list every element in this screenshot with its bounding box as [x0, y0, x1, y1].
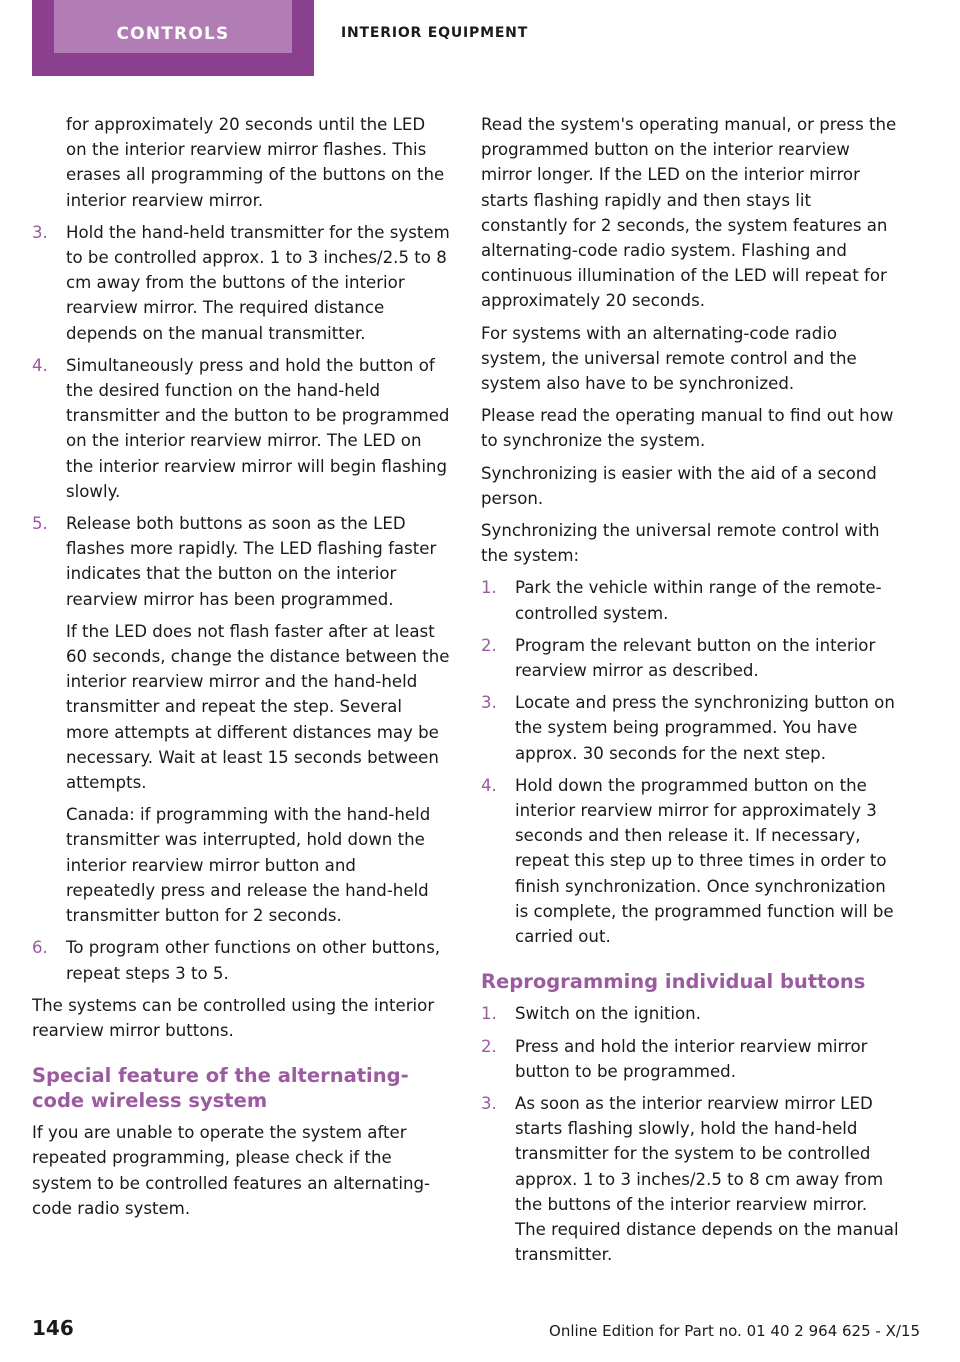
list-text: Hold down the programmed button on the interior rearview mirror for approximately 3 seconds and then release it. If necessary, repeat this step up to three times in order to finish synchronization. Once synchronization is complete, the programmed function will be carried out. [515, 775, 894, 947]
left-column [32, 112, 450, 1228]
list-number: 5. [32, 514, 48, 534]
list-text: To program other functions on other buttons, repeat steps 3 to 5. [66, 938, 441, 983]
edition-footer: Online Edition for Part no. 01 40 2 964 625 - X/15 [549, 1322, 920, 1340]
list-item [481, 1034, 899, 1084]
list-item [32, 353, 450, 504]
list-text: Switch on the ignition. [515, 1004, 701, 1024]
list-text: Release both buttons as soon as the LED flashes more rapidly. The LED flashing faster indicates that the button on the interior rearview mirror has been programmed. [66, 514, 437, 609]
list-number: 1. [481, 1004, 497, 1024]
list-item [481, 1001, 899, 1026]
step-note: Canada: if programming with the hand-held transmitter was interrupted, hold down the interior rearview mirror button and repeatedly press and release the hand-held transmitter button for 2 seconds. [66, 805, 431, 926]
list-item [32, 220, 450, 346]
body-paragraph: Synchronizing the universal remote control with the system: [481, 521, 880, 566]
right-column [481, 112, 899, 1274]
list-item [481, 633, 899, 683]
list-item [481, 690, 899, 766]
list-text: Hold the hand-held transmitter for the system to be controlled approx. 1 to 3 inches/2.5 to 8 cm away from the buttons of the interior rearview mirror. The required distance depends on the manual transmitter. [66, 222, 450, 343]
list-number: 2. [481, 635, 497, 655]
step-note: If the LED does not flash faster after at least 60 seconds, change the distance between the interior rearview mirror and the hand-held transmitter and repeat the step. Several more attempts at different distances may be necessary. Wait at least 15 seconds between attempts. [66, 621, 450, 793]
list-number: 4. [32, 355, 48, 375]
body-paragraph: If you are unable to operate the system after repeated programming, please check if the system to be controlled features an alternating-code radio system. [32, 1123, 431, 1218]
list-text: Program the relevant button on the interior rearview mirror as described. [515, 635, 876, 681]
body-paragraph: Please read the operating manual to find out how to synchronize the system. [481, 406, 894, 451]
list-number: 6. [32, 938, 48, 958]
page-number: 146 [32, 1316, 74, 1340]
body-paragraph: For systems with an alternating-code radio system, the universal remote control and the system also have to be synchronized. [481, 323, 857, 394]
list-item [481, 1091, 899, 1267]
body-paragraph: Read the system's operating manual, or press the programmed button on the interior rearview mirror longer. If the LED on the interior mirror starts flashing rapidly and then stays lit constantly for 2 seconds, the system features an alternating-code radio system. Flashing and continuous illumination of the LED will repeat for approximately 20 seconds. [481, 115, 897, 311]
section-title: INTERIOR EQUIPMENT [341, 25, 529, 41]
list-item [32, 511, 450, 612]
list-text: Press and hold the interior rearview mirror button to be programmed. [515, 1036, 868, 1081]
list-number: 1. [481, 578, 497, 598]
body-paragraph: Synchronizing is easier with the aid of a second person. [481, 463, 877, 508]
list-text: Park the vehicle within range of the remote-controlled system. [515, 578, 882, 623]
section-heading: Special feature of the alternating-code wireless system [32, 1064, 409, 1113]
list-text: Locate and press the synchronizing button on the system being programmed. You have approx. 30 seconds for the next step. [515, 693, 895, 763]
list-item [481, 575, 899, 625]
list-text: As soon as the interior rearview mirror LED starts flashing slowly, hold the hand-held transmitter for the system to be controlled approx. 1 to 3 inches/2.5 to 8 cm away from the buttons of the interior rearview mirror. The required distance depends on the manual transmitter. [515, 1093, 899, 1265]
body-paragraph: The systems can be controlled using the interior rearview mirror buttons. [32, 995, 435, 1040]
list-number: 4. [481, 775, 497, 795]
list-number: 3. [481, 693, 497, 713]
chapter-tab [32, 0, 314, 76]
intro-paragraph: for approximately 20 seconds until the LED on the interior rearview mirror flashes. This erases all programming of the buttons on the interior rearview mirror. [66, 115, 445, 210]
list-number: 3. [32, 222, 48, 242]
list-number: 3. [481, 1093, 497, 1113]
list-item [481, 773, 899, 949]
list-text: Simultaneously press and hold the button of the desired function on the hand-held transmitter and the button to be programmed on the interior rearview mirror. The LED on the interior rearview mirror will begin flashing slowly. [66, 355, 450, 501]
list-item [32, 935, 450, 985]
list-number: 2. [481, 1036, 497, 1056]
section-heading: Reprogramming individual buttons [481, 970, 866, 994]
chapter-tab-label: CONTROLS [54, 0, 292, 53]
